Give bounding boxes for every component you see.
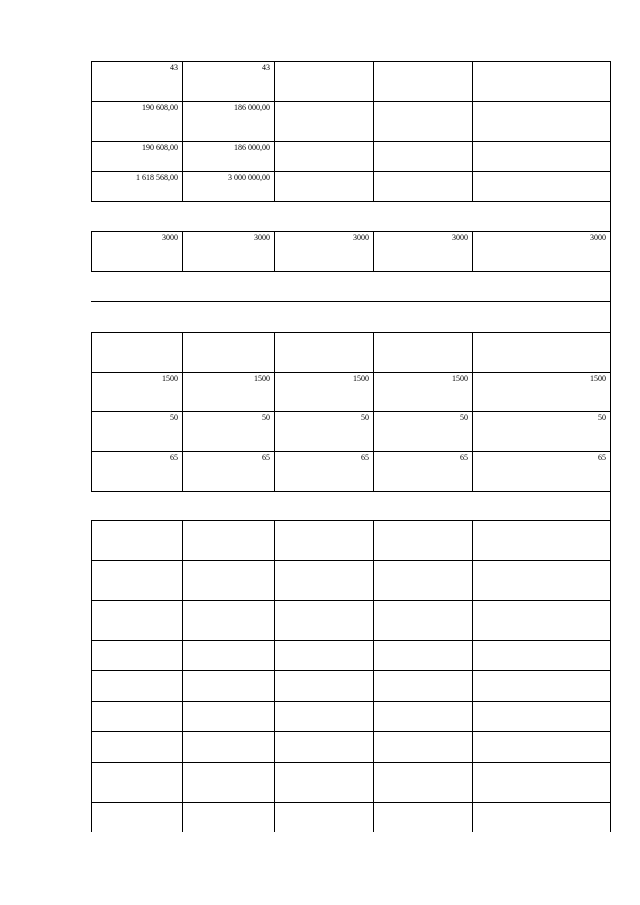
table-cell: 1500 (254, 374, 270, 383)
column-divider (373, 762, 374, 802)
table-cell: 3 000 000,00 (228, 173, 270, 182)
column-divider (91, 332, 92, 372)
table-rule (91, 141, 611, 142)
column-divider (472, 141, 473, 171)
table-cell: 190 608,00 (142, 143, 178, 152)
table-cell: 3000 (452, 233, 468, 242)
table-rule (91, 411, 611, 412)
table-cell: 65 (598, 453, 606, 462)
column-divider (274, 101, 275, 141)
column-divider (91, 701, 92, 731)
column-divider (274, 141, 275, 171)
column-divider (182, 101, 183, 141)
column-divider (182, 701, 183, 731)
column-divider (472, 600, 473, 640)
column-divider (373, 701, 374, 731)
column-divider (472, 802, 473, 832)
table-rule (91, 61, 611, 62)
column-divider (182, 802, 183, 832)
column-divider (91, 600, 92, 640)
column-divider (274, 701, 275, 731)
table-cell: 43 (170, 63, 178, 72)
column-divider (472, 171, 473, 201)
table-cell: 3000 (254, 233, 270, 242)
table-rule (91, 802, 611, 803)
column-divider (472, 520, 473, 560)
column-divider (182, 600, 183, 640)
column-divider (472, 670, 473, 701)
column-divider (182, 560, 183, 600)
column-divider (373, 372, 374, 411)
table-cell: 65 (262, 453, 270, 462)
column-divider (373, 670, 374, 701)
table-cell: 65 (460, 453, 468, 462)
column-divider (274, 600, 275, 640)
table-rule (91, 332, 611, 333)
column-divider (182, 61, 183, 101)
column-divider (274, 61, 275, 101)
column-divider (373, 640, 374, 670)
table-cell: 50 (460, 413, 468, 422)
table-rule (91, 520, 611, 521)
column-divider (182, 372, 183, 411)
table-cell: 3000 (353, 233, 369, 242)
column-divider (91, 451, 92, 491)
table-cell: 186 000,00 (234, 143, 270, 152)
column-divider (182, 171, 183, 201)
column-divider (182, 640, 183, 670)
column-divider (274, 802, 275, 832)
table-cell: 1500 (452, 374, 468, 383)
column-divider (182, 762, 183, 802)
column-divider (274, 372, 275, 411)
column-divider (373, 560, 374, 600)
table-cell: 186 000,00 (234, 103, 270, 112)
table-cell: 43 (262, 63, 270, 72)
table-rule (91, 301, 611, 302)
column-divider (91, 560, 92, 600)
column-divider (274, 520, 275, 560)
column-divider (182, 731, 183, 762)
column-divider (472, 731, 473, 762)
column-divider (472, 61, 473, 101)
table-cell: 65 (361, 453, 369, 462)
column-divider (472, 560, 473, 600)
column-divider (373, 101, 374, 141)
column-divider (274, 451, 275, 491)
column-divider (274, 411, 275, 451)
table-rule (91, 201, 611, 202)
table-rule (91, 491, 611, 492)
column-divider (182, 231, 183, 271)
column-divider (91, 731, 92, 762)
column-divider (373, 332, 374, 372)
table-rule (91, 560, 611, 561)
column-divider (91, 670, 92, 701)
column-divider (472, 332, 473, 372)
column-divider (472, 640, 473, 670)
column-divider (373, 600, 374, 640)
table-rule (91, 231, 611, 232)
column-divider (274, 560, 275, 600)
column-divider (373, 61, 374, 101)
column-divider (373, 141, 374, 171)
column-divider (472, 701, 473, 731)
table-rule (91, 762, 611, 763)
column-divider (373, 731, 374, 762)
table-cell: 1500 (353, 374, 369, 383)
column-divider (91, 411, 92, 451)
column-divider (472, 231, 473, 271)
column-divider (274, 731, 275, 762)
column-divider (182, 451, 183, 491)
table-cell: 1500 (162, 374, 178, 383)
column-divider (91, 61, 92, 101)
table-cell: 3000 (162, 233, 178, 242)
column-divider (472, 411, 473, 451)
column-divider (91, 141, 92, 171)
column-divider (472, 762, 473, 802)
column-divider (91, 231, 92, 271)
table-cell: 190 608,00 (142, 103, 178, 112)
table-cell: 3000 (590, 233, 606, 242)
column-divider (274, 670, 275, 701)
column-divider (182, 141, 183, 171)
column-divider (91, 520, 92, 560)
table-rule (91, 171, 611, 172)
column-divider (182, 332, 183, 372)
table-rule (91, 372, 611, 373)
column-divider (91, 640, 92, 670)
column-divider (182, 520, 183, 560)
column-divider (373, 171, 374, 201)
column-divider (373, 802, 374, 832)
table-rule (91, 670, 611, 671)
column-divider (472, 451, 473, 491)
column-divider (472, 101, 473, 141)
table-rule (91, 701, 611, 702)
column-divider (274, 231, 275, 271)
table-rule (91, 731, 611, 732)
column-divider (274, 762, 275, 802)
column-divider (373, 520, 374, 560)
column-divider (274, 332, 275, 372)
table-cell: 1500 (590, 374, 606, 383)
table-right-border (610, 61, 611, 832)
table-cell: 50 (361, 413, 369, 422)
column-divider (274, 171, 275, 201)
table-rule (91, 600, 611, 601)
table-cell: 50 (598, 413, 606, 422)
column-divider (274, 640, 275, 670)
column-divider (182, 411, 183, 451)
table-rule (91, 271, 611, 272)
table-rule (91, 640, 611, 641)
column-divider (373, 411, 374, 451)
column-divider (91, 762, 92, 802)
column-divider (91, 101, 92, 141)
table-cell: 65 (170, 453, 178, 462)
table-rule (91, 451, 611, 452)
column-divider (91, 802, 92, 832)
column-divider (373, 231, 374, 271)
table-cell: 50 (170, 413, 178, 422)
column-divider (373, 451, 374, 491)
table-rule (91, 101, 611, 102)
column-divider (91, 171, 92, 201)
table-cell: 1 618 568,00 (136, 173, 178, 182)
table-cell: 50 (262, 413, 270, 422)
column-divider (91, 372, 92, 411)
column-divider (472, 372, 473, 411)
column-divider (182, 670, 183, 701)
